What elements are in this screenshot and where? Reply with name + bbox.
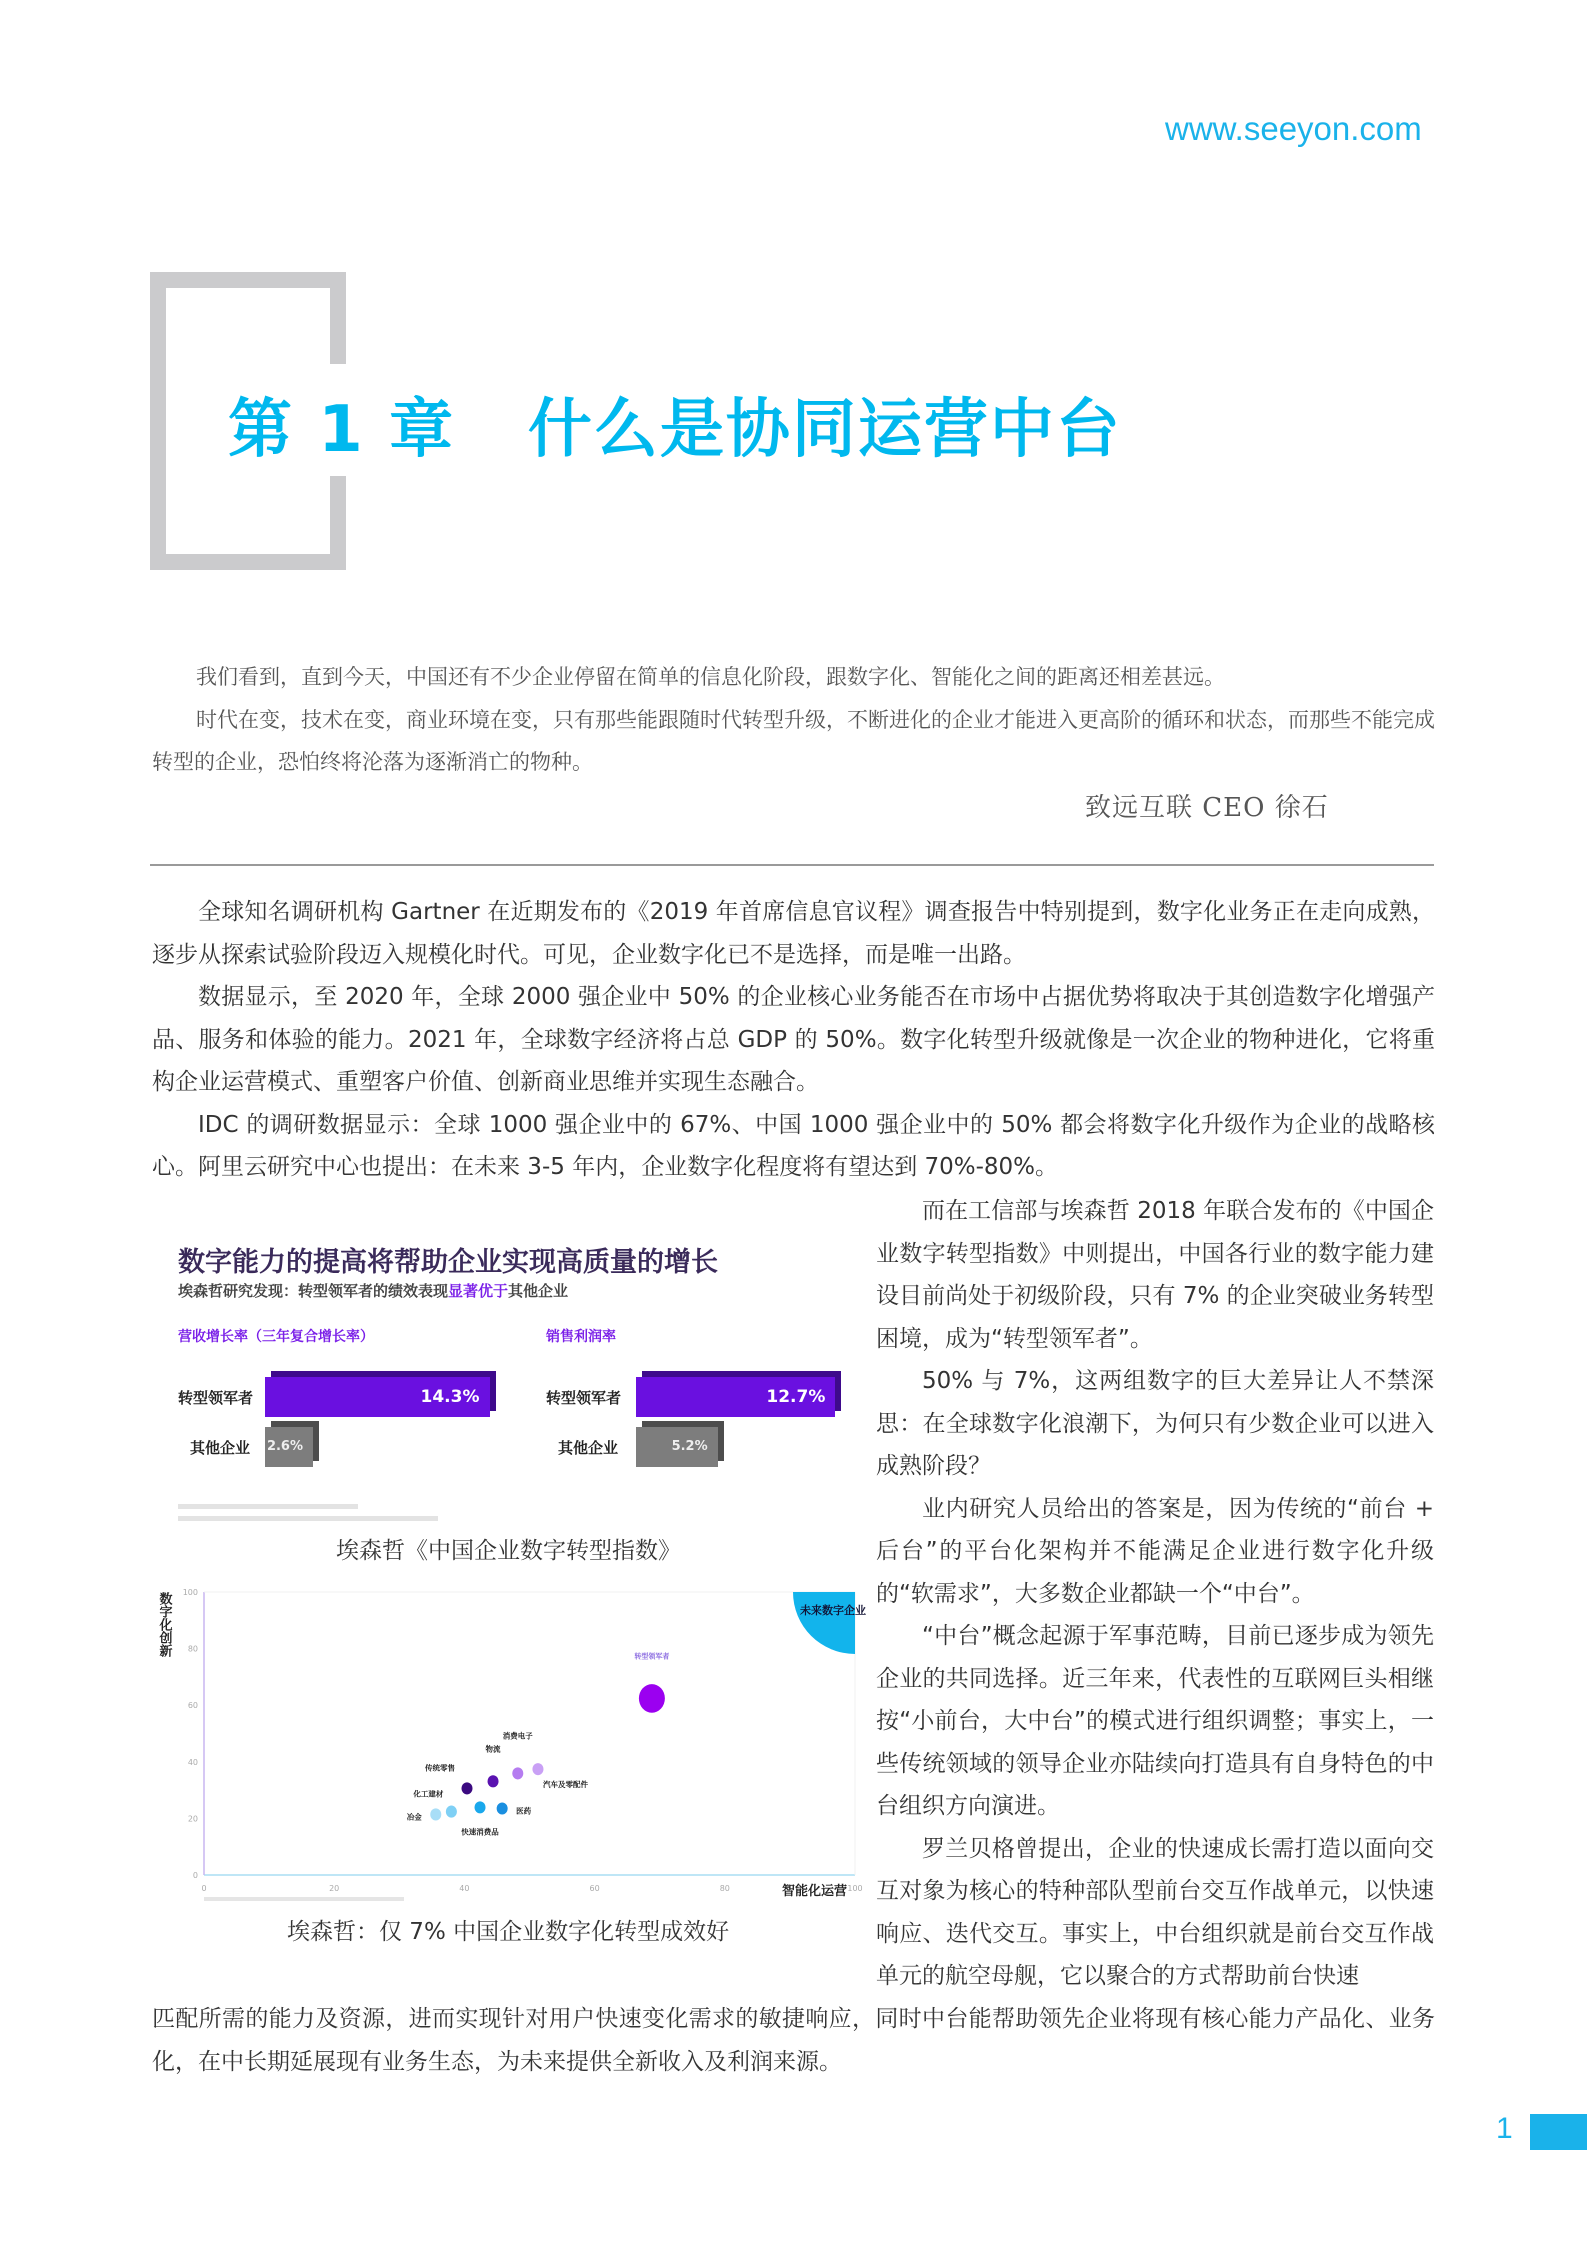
digital-transformation-scatter bbox=[150, 1572, 875, 1912]
right-column-text bbox=[876, 1190, 1434, 1998]
x-tick-label: 40 bbox=[459, 1884, 470, 1893]
paragraph: 而在工信部与埃森哲 2018 年联合发布的《中国企业数字转型指数》中则提出，中国各行业的数字能力建设目前尚处于初级阶段，只有 7% 的企业突破业务转型困境，成为“转型领军者”。 bbox=[876, 1198, 1434, 1352]
y-axis-label: 数字化创新 bbox=[156, 1592, 172, 1657]
footnote-decoration bbox=[178, 1504, 358, 1509]
bubble-label: 转型领军者 bbox=[634, 1652, 670, 1661]
bar-category-label: 其他企业 bbox=[190, 1439, 251, 1457]
chart-subtitle bbox=[178, 1280, 568, 1301]
y-tick-label: 20 bbox=[187, 1814, 198, 1824]
bubble-point bbox=[488, 1775, 499, 1787]
figure-caption: 埃森哲：仅 7% 中国企业数字化转型成效好 bbox=[287, 1919, 730, 1945]
bubble-label: 冶金 bbox=[406, 1812, 422, 1822]
growth-bar-chart bbox=[160, 1222, 860, 1527]
epigraph-quote bbox=[152, 656, 1435, 784]
y-tick-label: 0 bbox=[192, 1871, 198, 1880]
paragraph: 全球知名调研机构 Gartner 在近期发布的《2019 年首席信息官议程》调查报告中特别提到，数字化业务正在走向成熟，逐步从探索试验阶段迈入规模化时代。可见，企业数字化已不是选择，而是唯一出路。 bbox=[152, 899, 1435, 968]
page-number: 1 bbox=[1496, 2112, 1513, 2145]
corner-label: 未来数字企业 bbox=[800, 1604, 866, 1617]
bar-category-label: 其他企业 bbox=[558, 1439, 619, 1457]
bar: 14.3% bbox=[265, 1377, 490, 1417]
quote-signature: 致远互联 CEO 徐石 bbox=[1085, 793, 1329, 823]
paragraph: 罗兰贝格曾提出，企业的快速成长需打造以面向交互对象为核心的特种部队型前台交互作战单元，以快速响应、迭代交互。事实上，中台组织就是前台交互作战单元的航空母舰，它以聚合的方式帮助前台快速 bbox=[876, 1835, 1434, 1989]
bubble-label: 医药 bbox=[516, 1806, 532, 1816]
bubble-point bbox=[532, 1763, 543, 1775]
chart-title: 数字能力的提高将帮助企业实现高质量的增长 bbox=[178, 1247, 718, 1278]
bubble-point bbox=[446, 1806, 457, 1818]
y-tick-label: 100 bbox=[182, 1588, 198, 1597]
footnote-decoration bbox=[204, 1897, 404, 1901]
bar: 12.7% bbox=[636, 1377, 835, 1417]
x-axis-label: 智能化运营 bbox=[781, 1884, 847, 1899]
paragraph: IDC 的调研数据显示：全球 1000 强企业中的 67%、中国 1000 强企业中的 50% 都会将数字化升级作为企业的战略核心。阿里云研究中心也提出：在未来 3-5 年内，企业数字化程度将有望达到 70%-80%。 bbox=[152, 1111, 1435, 1180]
quote-paragraph: 我们看到，直到今天，中国还有不少企业停留在简单的信息化阶段，跟数字化、智能化之间的距离还相差甚远。 bbox=[196, 665, 1225, 689]
x-tick-label: 60 bbox=[589, 1884, 600, 1893]
bubble-point bbox=[639, 1684, 665, 1713]
bubble-point bbox=[430, 1808, 441, 1820]
page-accent-block bbox=[1530, 2114, 1587, 2150]
bar-category-label: 转型领军者 bbox=[546, 1389, 622, 1407]
subtitle-text: 埃森哲研究发现：转型领军者的绩效表现 bbox=[178, 1282, 449, 1300]
subtitle-highlight: 显著优于 bbox=[448, 1282, 509, 1300]
x-tick-label: 0 bbox=[201, 1884, 207, 1893]
quote-paragraph: 时代在变，技术在变，商业环境在变，只有那些能跟随时代转型升级，不断进化的企业才能进入更高阶的循环和状态，而那些不能完成转型的企业，恐怕终将沦落为逐渐消亡的物种。 bbox=[152, 707, 1435, 774]
chapter-title: 第 1 章 什么是协同运营中台 bbox=[228, 393, 1122, 467]
paragraph: 数据显示，至 2020 年，全球 2000 强企业中 50% 的企业核心业务能否在市场中占据优势将取决于其创造数字化增强产品、服务和体验的能力。2021 年，全球数字经济将占总 GDP 的 50%。数字化转型升级就像是一次企业的物种进化，它将重构企业运营模式、重塑客户价值、创新商业思维并实现生态融合。 bbox=[152, 984, 1435, 1095]
bubble-label: 汽车及零配件 bbox=[542, 1780, 588, 1790]
bar: 5.2% bbox=[636, 1427, 718, 1467]
bubble-label: 传统零售 bbox=[425, 1763, 456, 1773]
bubble-label: 快速消费品 bbox=[461, 1827, 499, 1837]
x-tick-label: 20 bbox=[329, 1884, 340, 1893]
bubble-point bbox=[462, 1782, 473, 1794]
x-tick-label: 80 bbox=[719, 1884, 730, 1893]
x-tick-label: 100 bbox=[847, 1884, 863, 1893]
bubble-point bbox=[497, 1802, 508, 1814]
paragraph: “中台”概念起源于军事范畴，目前已逐步成为领先企业的共同选择。近三年来，代表性的互联网巨头相继按“小前台，大中台”的模式进行组织调整；事实上，一些传统领域的领导企业亦陆续向打造具有自身特色的中台组织方向演进。 bbox=[876, 1623, 1434, 1819]
footnote-decoration bbox=[178, 1516, 438, 1521]
bubble-label: 物流 bbox=[485, 1744, 501, 1754]
bar-category-label: 转型领军者 bbox=[178, 1389, 254, 1407]
bubble-label: 化工建材 bbox=[413, 1789, 444, 1799]
bubble-point bbox=[512, 1767, 523, 1779]
y-tick-label: 80 bbox=[187, 1644, 198, 1654]
future-digital-zone bbox=[793, 1592, 855, 1654]
website-url[interactable]: www.seeyon.com bbox=[1165, 110, 1422, 147]
group-title: 营收增长率（三年复合增长率） bbox=[178, 1329, 374, 1345]
bubble-point bbox=[475, 1801, 486, 1813]
paragraph: 业内研究人员给出的答案是，因为传统的“前台 + 后台”的平台化架构并不能满足企业进行数字化升级的“软需求”，大多数企业都缺一个“中台”。 bbox=[876, 1495, 1434, 1607]
bubble-label: 消费电子 bbox=[502, 1731, 533, 1741]
y-tick-label: 40 bbox=[187, 1757, 198, 1767]
subtitle-text: 其他企业 bbox=[508, 1282, 569, 1300]
paragraph-continuation: 匹配所需的能力及资源，进而实现针对用户快速变化需求的敏捷响应，同时中台能帮助领先企业将现有核心能力产品化、业务化，在中长期延展现有业务生态，为未来提供全新收入及利润来源。 bbox=[152, 2006, 1435, 2075]
body-text bbox=[152, 891, 1435, 1189]
group-title: 销售利润率 bbox=[546, 1329, 616, 1345]
divider bbox=[150, 864, 1434, 866]
y-tick-label: 60 bbox=[187, 1701, 198, 1711]
bar: 2.6% bbox=[265, 1427, 313, 1467]
figure-caption: 埃森哲《中国企业数字转型指数》 bbox=[336, 1538, 681, 1564]
paragraph: 50% 与 7%，这两组数字的巨大差异让人不禁深思：在全球数字化浪潮下，为何只有少数企业可以进入成熟阶段？ bbox=[876, 1368, 1434, 1479]
